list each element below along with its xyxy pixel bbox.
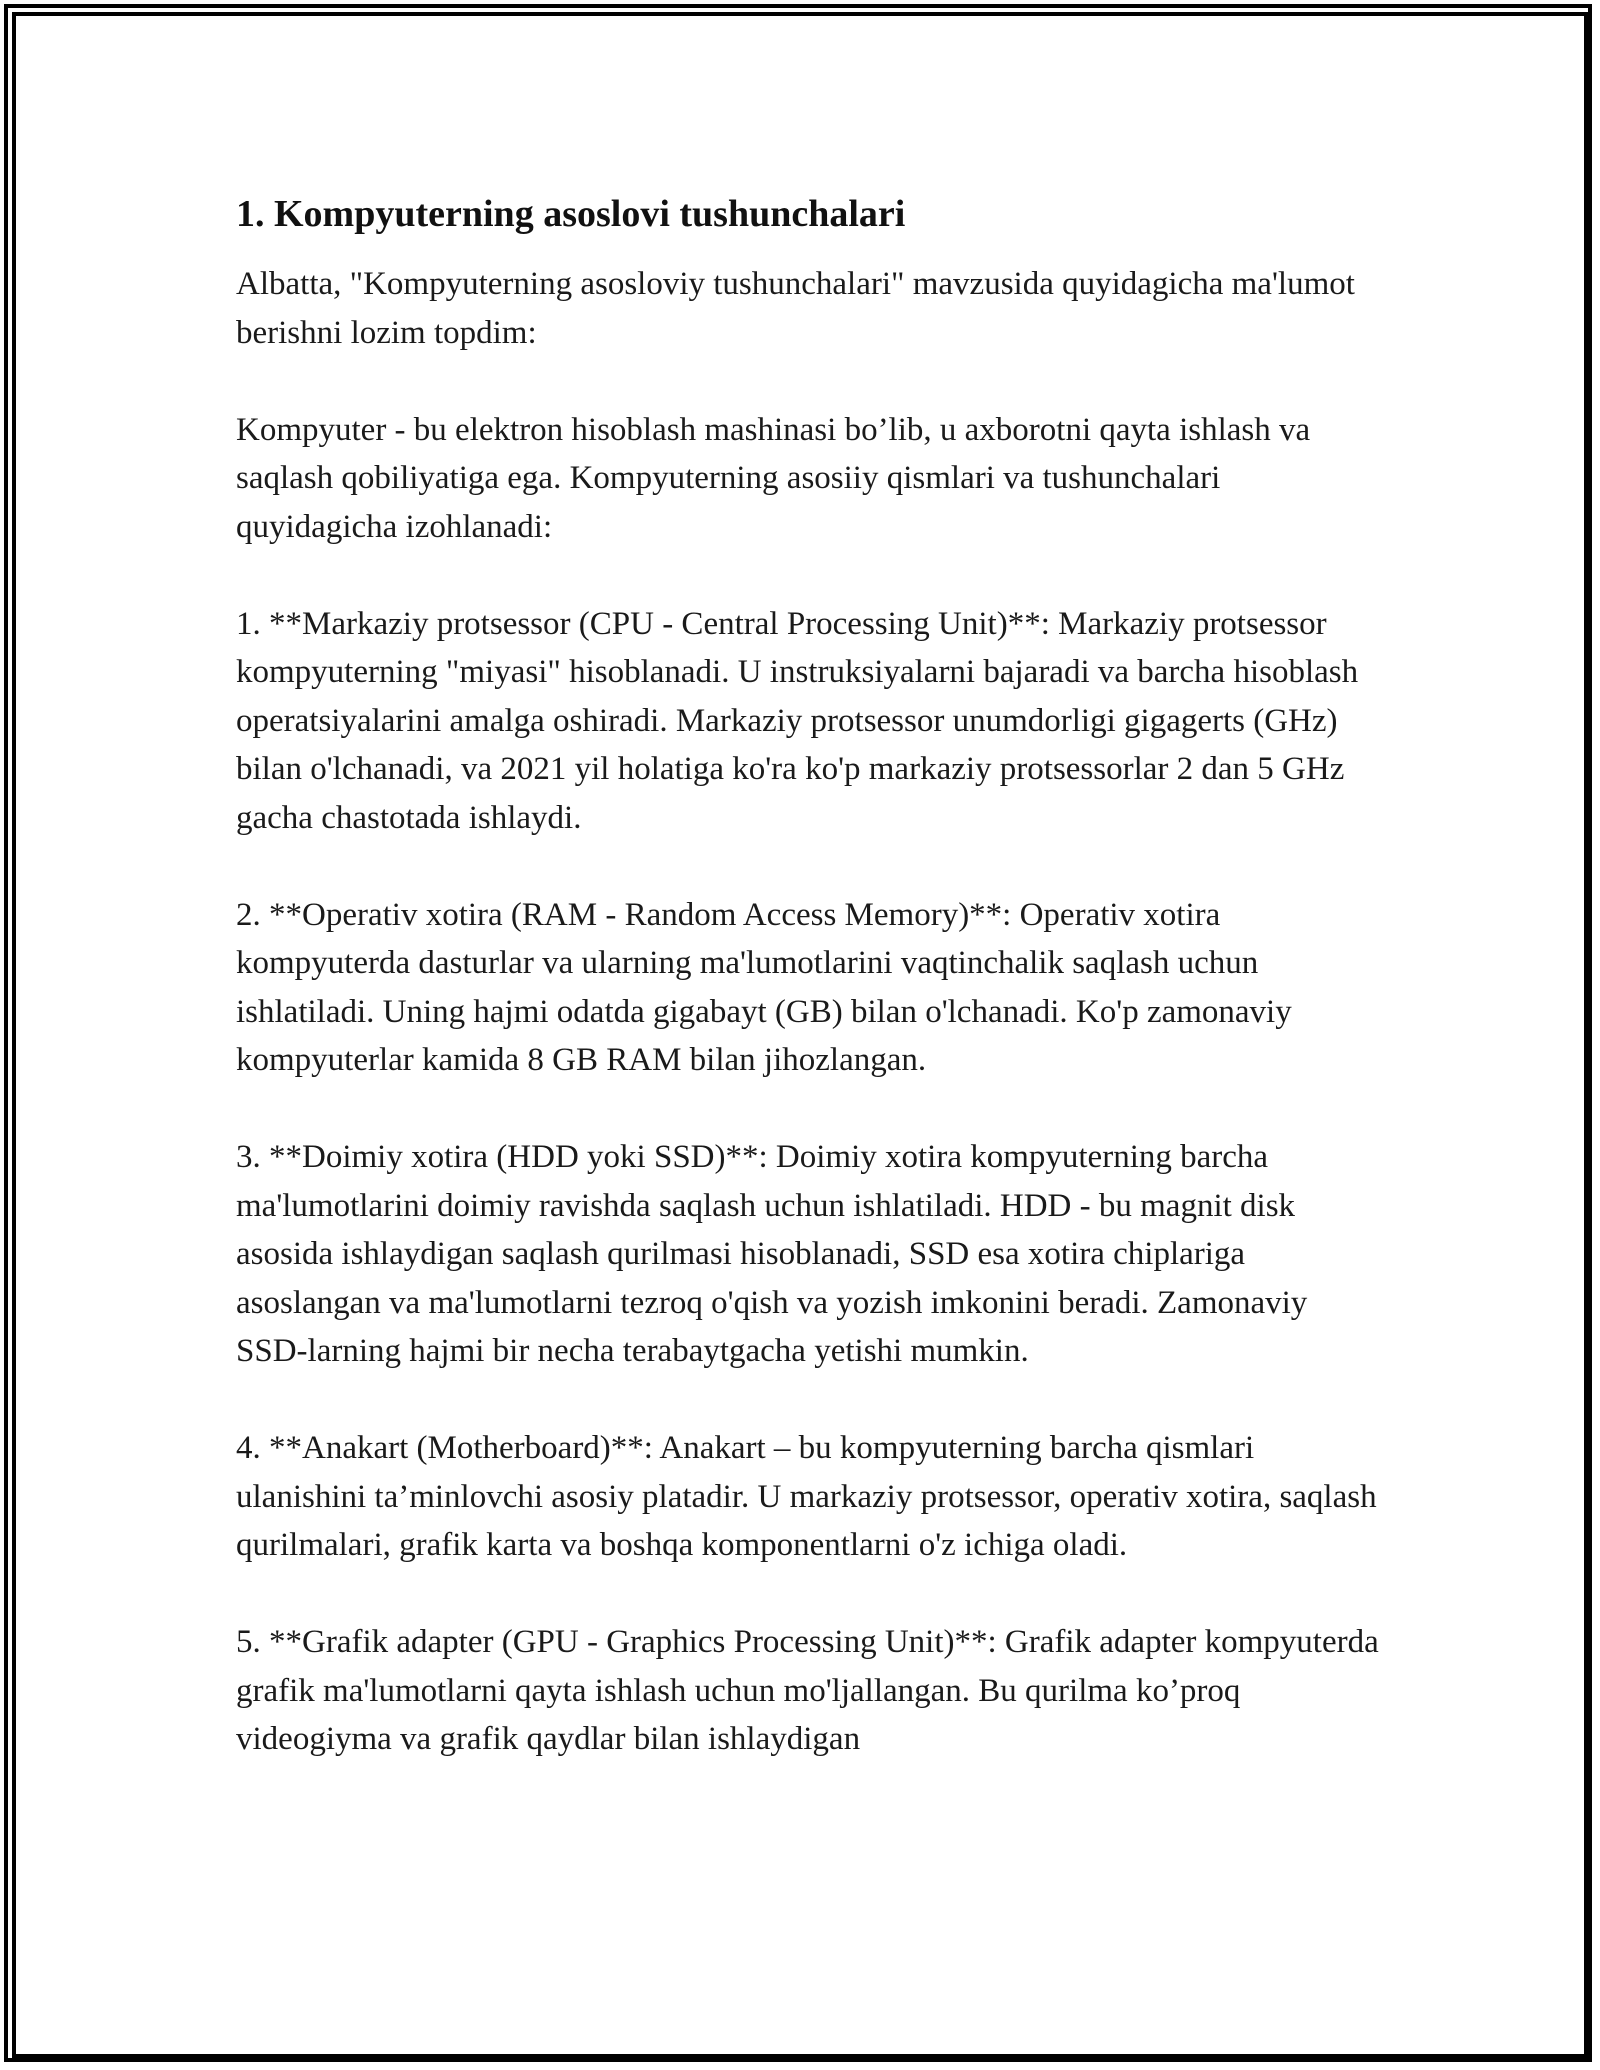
gpu-paragraph: 5. **Grafik adapter (GPU - Graphics Processing Unit)**: Grafik adapter kompyuterda grafik ma'lumotlarni qayta ishlash uchun mo'ljallangan. Bu qurilma ko’proq videogiyma va grafik qaydlar bilan ishlaydigan — [236, 1624, 1379, 1757]
ram-paragraph: 2. **Operativ xotira (RAM - Random Access Memory)**: Operativ xotira kompyuterda dasturlar va ularning ma'lumotlarini vaqtinchalik saqlash uchun ishlatiladi. Uning hajmi odatda gigabayt (GB) bilan o'lchanadi. Ko'p zamonaviy kompyuterlar kamida 8 GB RAM bilan jihozlangan. — [236, 896, 1292, 1078]
cpu-paragraph: 1. **Markaziy protsessor (CPU - Central Processing Unit)**: Markaziy protsessor kompyuterning "miyasi" hisoblanadi. U instruksiyalarni bajaradi va barcha hisoblash operatsiyalarini amalga oshiradi. Markaziy protsessor unumdorligi gigagerts (GHz) bilan o'lchanadi, va 2021 yil holatiga ko'ra ko'p markaziy protsessorlar 2 dan 5 GHz gacha chastotada ishlaydi. — [236, 605, 1359, 836]
intro-paragraph: Albatta, "Kompyuterning asosloviy tushunchalari" mavzusida quyidagicha ma'lumot berishni lozim topdim: — [236, 266, 1355, 351]
document-heading: 1. Kompyuterning asoslovi tushunchalari — [236, 193, 906, 235]
document-body — [236, 190, 1386, 1812]
definition-paragraph: Kompyuter - bu elektron hisoblash mashinasi bo’lib, u axborotni qayta ishlash va saqlash qobiliyatiga ega. Kompyuterning asosiiy qismlari va tushunchalari quyidagicha izohlanadi: — [236, 411, 1311, 545]
motherboard-paragraph: 4. **Anakart (Motherboard)**: Anakart – bu kompyuterning barcha qismlari ulanishini ta’minlovchi asosiy platadir. U markaziy protsessor, operativ xotira, saqlash qurilmalari, grafik karta va boshqa komponentlarni o'z ichiga oladi. — [236, 1430, 1377, 1563]
storage-paragraph: 3. **Doimiy xotira (HDD yoki SSD)**: Doimiy xotira kompyuterning barcha ma'lumotlarini doimiy ravishda saqlash uchun ishlatiladi. HDD - bu magnit disk asosida ishlaydigan saqlash qurilmasi hisoblanadi, SSD esa xotira chiplariga asoslangan va ma'lumotlarni tezroq o'qish va yozish imkonini beradi. Zamonaviy SSD-larning hajmi bir necha terabaytgacha yetishi mumkin. — [236, 1139, 1308, 1369]
